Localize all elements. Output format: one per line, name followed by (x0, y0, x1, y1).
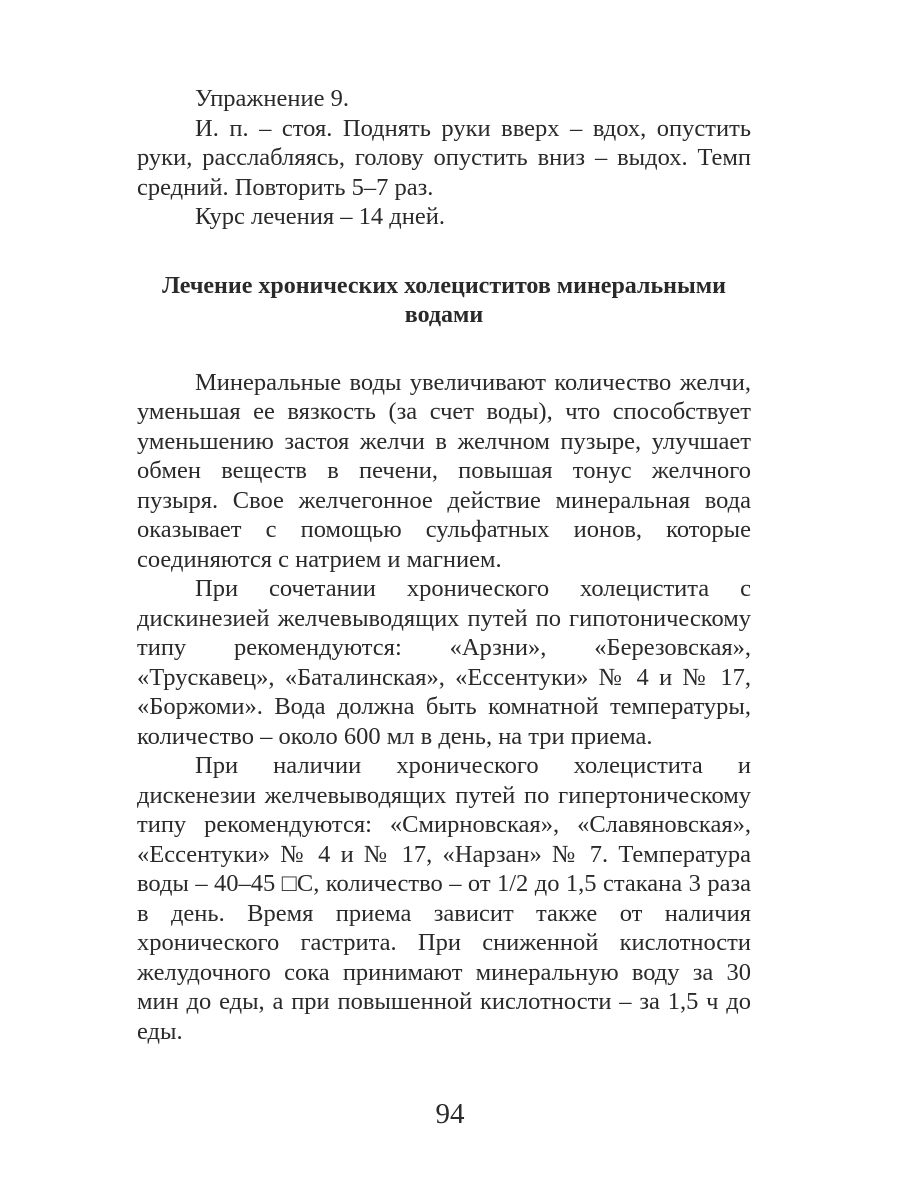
page-content (137, 84, 751, 1046)
exercise-title: Упражнение 9. (195, 85, 349, 112)
section-heading (137, 272, 751, 330)
page-number: 94 (435, 1098, 465, 1130)
exercise-text: И. п. – стоя. Поднять руки вверх – вдох, опустить руки, расслабляясь, голову опустить вниз – выдох. Темп средний. Повторить 5–7 раз. (137, 114, 751, 201)
section-heading-line-1: Лечение хронических холециститов минеральными (162, 272, 726, 299)
section-heading-line-2: водами (404, 301, 484, 328)
paragraph-mineral-water-effect: Минеральные воды увеличивают количество желчи, уменьшая ее вязкость (за счет воды), что способствует уменьшению застоя желчи в желчном пузыре, улучшает обмен веществ в печени, повышая тонус желчного пузыря. Свое желчегонное действие минеральная вода оказывает с помощью сульфатных ионов, которые соединяются с натрием и магнием. (137, 368, 751, 573)
course-duration: Курс лечения – 14 дней. (195, 203, 445, 230)
paragraph-hypotonic-type: При сочетании хронического холецистита с дискинезией желчевыводящих путей по гипотоническому типу рекомендуются: «Арзни», «Березовская», «Трускавец», «Баталинская», «Ессентуки» № 4 и № 17, «Боржоми». Вода должна быть комнатной температуры, количество – около 600 мл в день, на три приема. (137, 575, 751, 750)
paragraph-hypertonic-type: При наличии хронического холецистита и дискенезии желчевыводящих путей по гипертоническому типу рекомендуются: «Смирновская», «Славяновская», «Ессентуки» № 4 и № 17, «Нарзан» № 7. Температура воды – 40–45 □С, количество – от 1/2 до 1,5 стакана 3 раза в день. Время приема зависит также от наличия хронического гастрита. При сниженной кислотности желудочного сока принимают минеральную воду за 30 мин до еды, а при повышенной кислотности – за 1,5 ч до еды. (137, 752, 751, 1045)
